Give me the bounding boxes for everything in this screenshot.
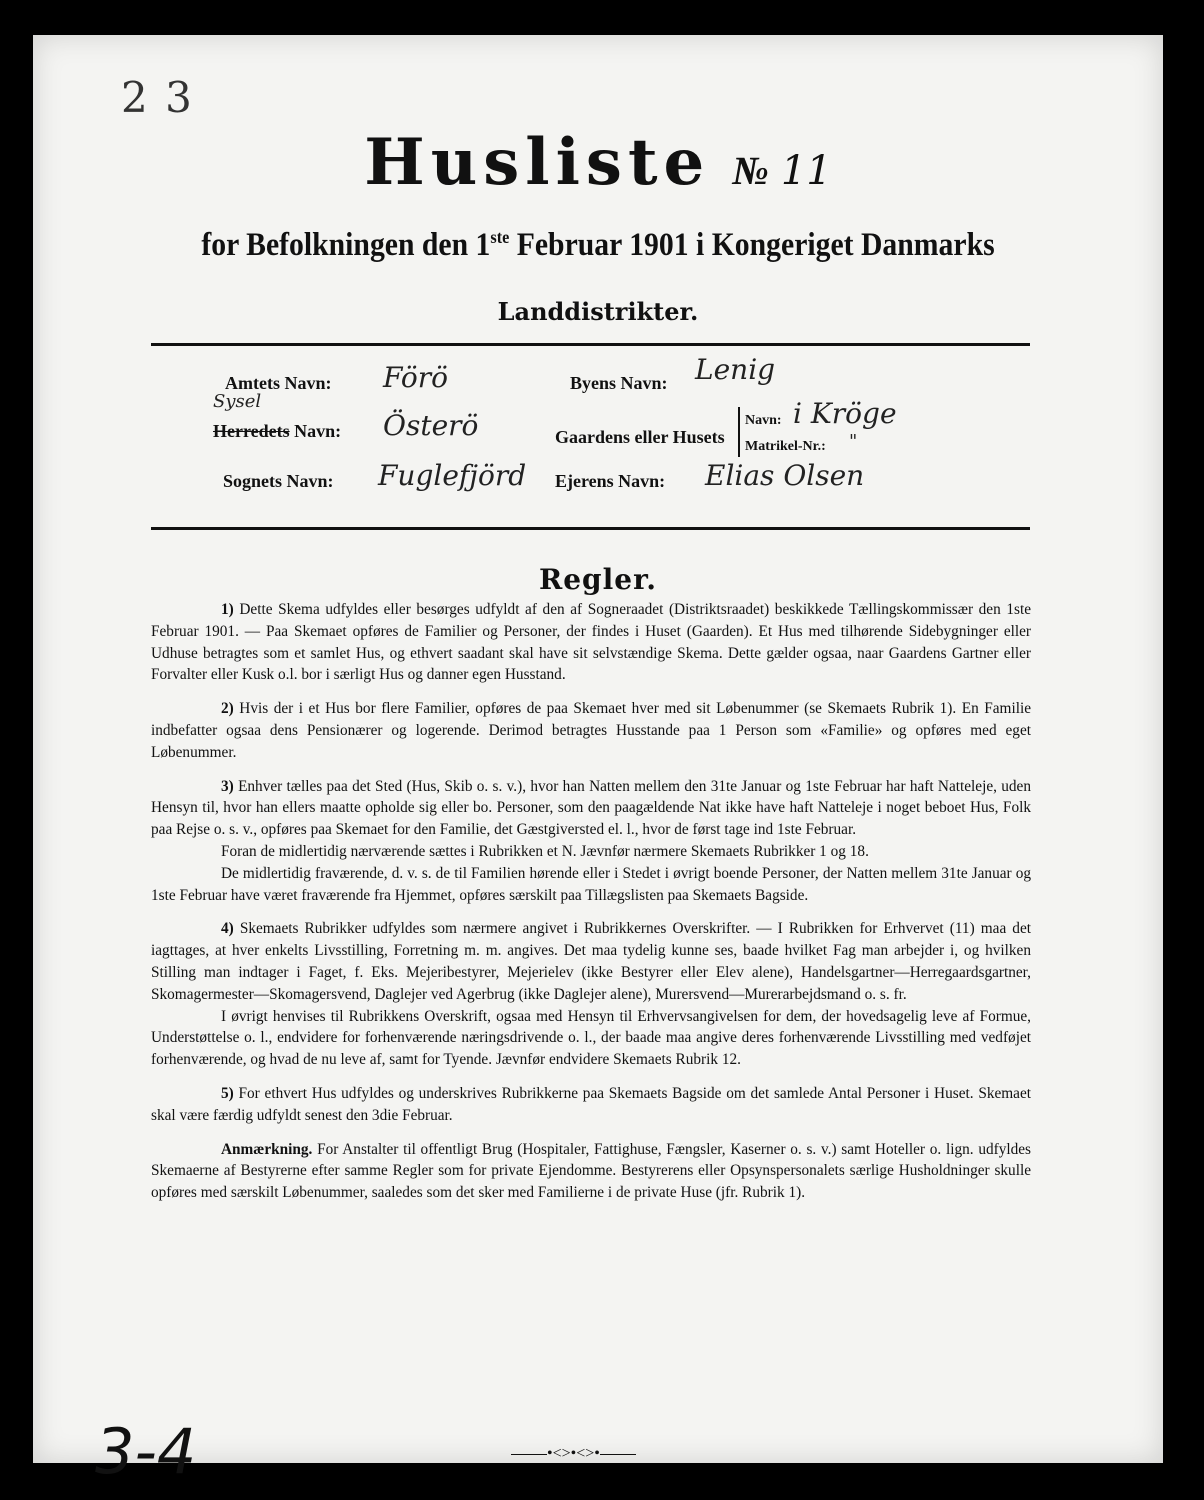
herred-label [213,421,341,442]
form-title: Husliste [364,125,711,200]
amt-value: Förö [383,361,448,394]
rule-1: 1) Dette Skema udfyldes eller besørges udfyldt af den af Sogneraadet (Distriktsraadet) beskikkede Tællingskommissær den 1ste Februar 1901. — Paa Skemaet opføres de Familier og Personer, der findes i Huset (Gaarden). Et Hus med tilhørende Sidebygninger eller Udhuse betragtes som et samlet Hus, og ethvert saadant skal have sit selvstændige Skema. Dette gælder ogsaa, naar Gaardens Gartner eller Forvalter eller Kusk o.l. bor i særligt Hus og danner egen Husstand. [151,601,1031,684]
by-label: Byens Navn: [570,373,668,393]
subtitle-pre: for Befolkningen den 1 [201,227,491,263]
note: Anmærkning. For Anstalter til offentligt Brug (Hospitaler, Fattighuse, Fængsler, Kaserner o. s. v.) samt Hoteller o. lign. udfyldes Skemaerne af Bestyrerne efter samme Regler som for private Ejendomme. Bestyrerens eller Opsynspersonalets særlige Husholdninger skulle opføres med særskilt Løbenummer, saaledes som det sker med Familierne i de private Huse (jfr. Rubrik 1). [151,1140,1031,1202]
bottom-handwriting: 3-4 [95,1415,197,1488]
herred-label-rest: Navn: [294,421,342,441]
rules-title: Regler. [538,563,658,596]
rule-3-cont-b: De midlertidig fraværende, d. v. s. de til Familien hørende eller i Stedet i øvrigt boende Personer, der Natten mellem 31te Januar og 1ste Februar have været fraværende fra Hjemmet, opføres særskilt paa Tillægslisten paa Skemaets Bagside. [151,864,1031,904]
rule-4-cont: I øvrigt henvises til Rubrikkens Overskrift, ogsaa med Hensyn til Erhvervsangivelsen for dem, der hovedsagelig leve af Formue, Understøttelse o. l., endvidere for forhenværende næringsdrivende o. l., der baade maa angive deres forhenværende Livsstilling med vedføjet forhenværende, og hvad de nu leve af, samt for Tyende. Jævnfør endvidere Skemaets Rubrik 12. [151,1007,1031,1069]
subtitle-post: Februar 1901 i Kongeriget Danmarks [516,227,995,263]
sogn-value: Fuglefjörd [378,459,527,492]
rule-2: 2) Hvis der i et Hus bor flere Familier, opføres de paa Skemaet hver med sit Løbenummer (se Skemaets Rubrik 1). En Familie indbefatter ogsaa dens Pensionærer og logerende. Derimod betragtes Husstande paa 1 Person som «Familie» og opføres med eget Løbenummer. [151,700,1031,761]
ornament-divider: •<>•<>• [511,1445,636,1463]
rules-body [151,599,1031,1216]
rule-4: 4) Skemaets Rubrikker udfyldes som nærmere angivet i Rubrikkernes Overskrifter. — I Rubrikken for Erhvervet (11) maa det iagttages, at hver enkelts Livsstilling, Forretning m. m. angives. Det maa tydelig kunne ses, baade hvilket Fag man arbejder i, og hvilken Stilling man indtager i Faget, f. Eks. Mejeribestyrer, Mejerielev (ikke Bestyrer eller Elev alene), Handelsgartner—Herregaardsgartner, Skomagermester—Skomagersvend, Daglejer ved Agerbrug (ikke Daglejer alene), Murersvend—Murerarbejdsmand o. s. fr. [151,920,1031,1003]
house-number-value: 11 [780,148,832,194]
navn-value: i Kröge [793,397,897,430]
number-label: № [732,148,769,193]
brace-line [738,407,740,457]
stamp-number: 2 3 [121,73,194,122]
herred-label-struck: Herredets [213,421,290,441]
herred-correction: Sysel [213,391,262,412]
census-form-page [33,35,1163,1488]
title-row [33,125,1163,200]
gaard-label: Gaardens eller Husets [555,427,725,447]
sogn-label: Sognets Navn: [223,471,334,491]
matrikel-label: Matrikel-Nr.: [745,439,826,454]
district-heading: Landdistrikter. [497,297,699,326]
subtitle-sup: ste [490,227,510,247]
herred-value: Österö [383,409,479,442]
bottom-divider [151,527,1030,530]
subtitle [90,227,1107,264]
ejer-value: Elias Olsen [705,459,865,492]
ejer-label: Ejerens Navn: [555,471,666,491]
matrikel-value: " [849,431,858,452]
by-value: Lenig [695,353,776,386]
rule-3: 3) Enhver tælles paa det Sted (Hus, Skib o. s. v.), hvor han Natten mellem den 31te Januar og 1ste Februar har haft Natteleje, uden Hensyn til, hvor han ellers maatte opholde sig eller bo. Personer, som den paagældende Nat ikke have haft Natteleje i noget beboet Hus, Folk paa Rejse o. s. v., opføres paa Skemaet for den Familie, det Gæstgiversted el. l., hvor de først tage ind 1ste Februar. [151,777,1031,839]
rule-5: 5) For ethvert Hus udfyldes og underskrives Rubrikkerne paa Skemaets Bagside om det samlede Antal Personer i Huset. Skemaet skal være færdig udfyldt senest den 3die Februar. [151,1084,1031,1124]
top-divider [151,343,1030,346]
amt-label: Amtets Navn: [225,373,332,393]
navn-label: Navn: [745,413,782,428]
rule-3-cont-a: Foran de midlertidig nærværende sættes i Rubrikken et N. Jævnfør nærmere Skemaets Rubrikker 1 og 18. [221,842,869,860]
